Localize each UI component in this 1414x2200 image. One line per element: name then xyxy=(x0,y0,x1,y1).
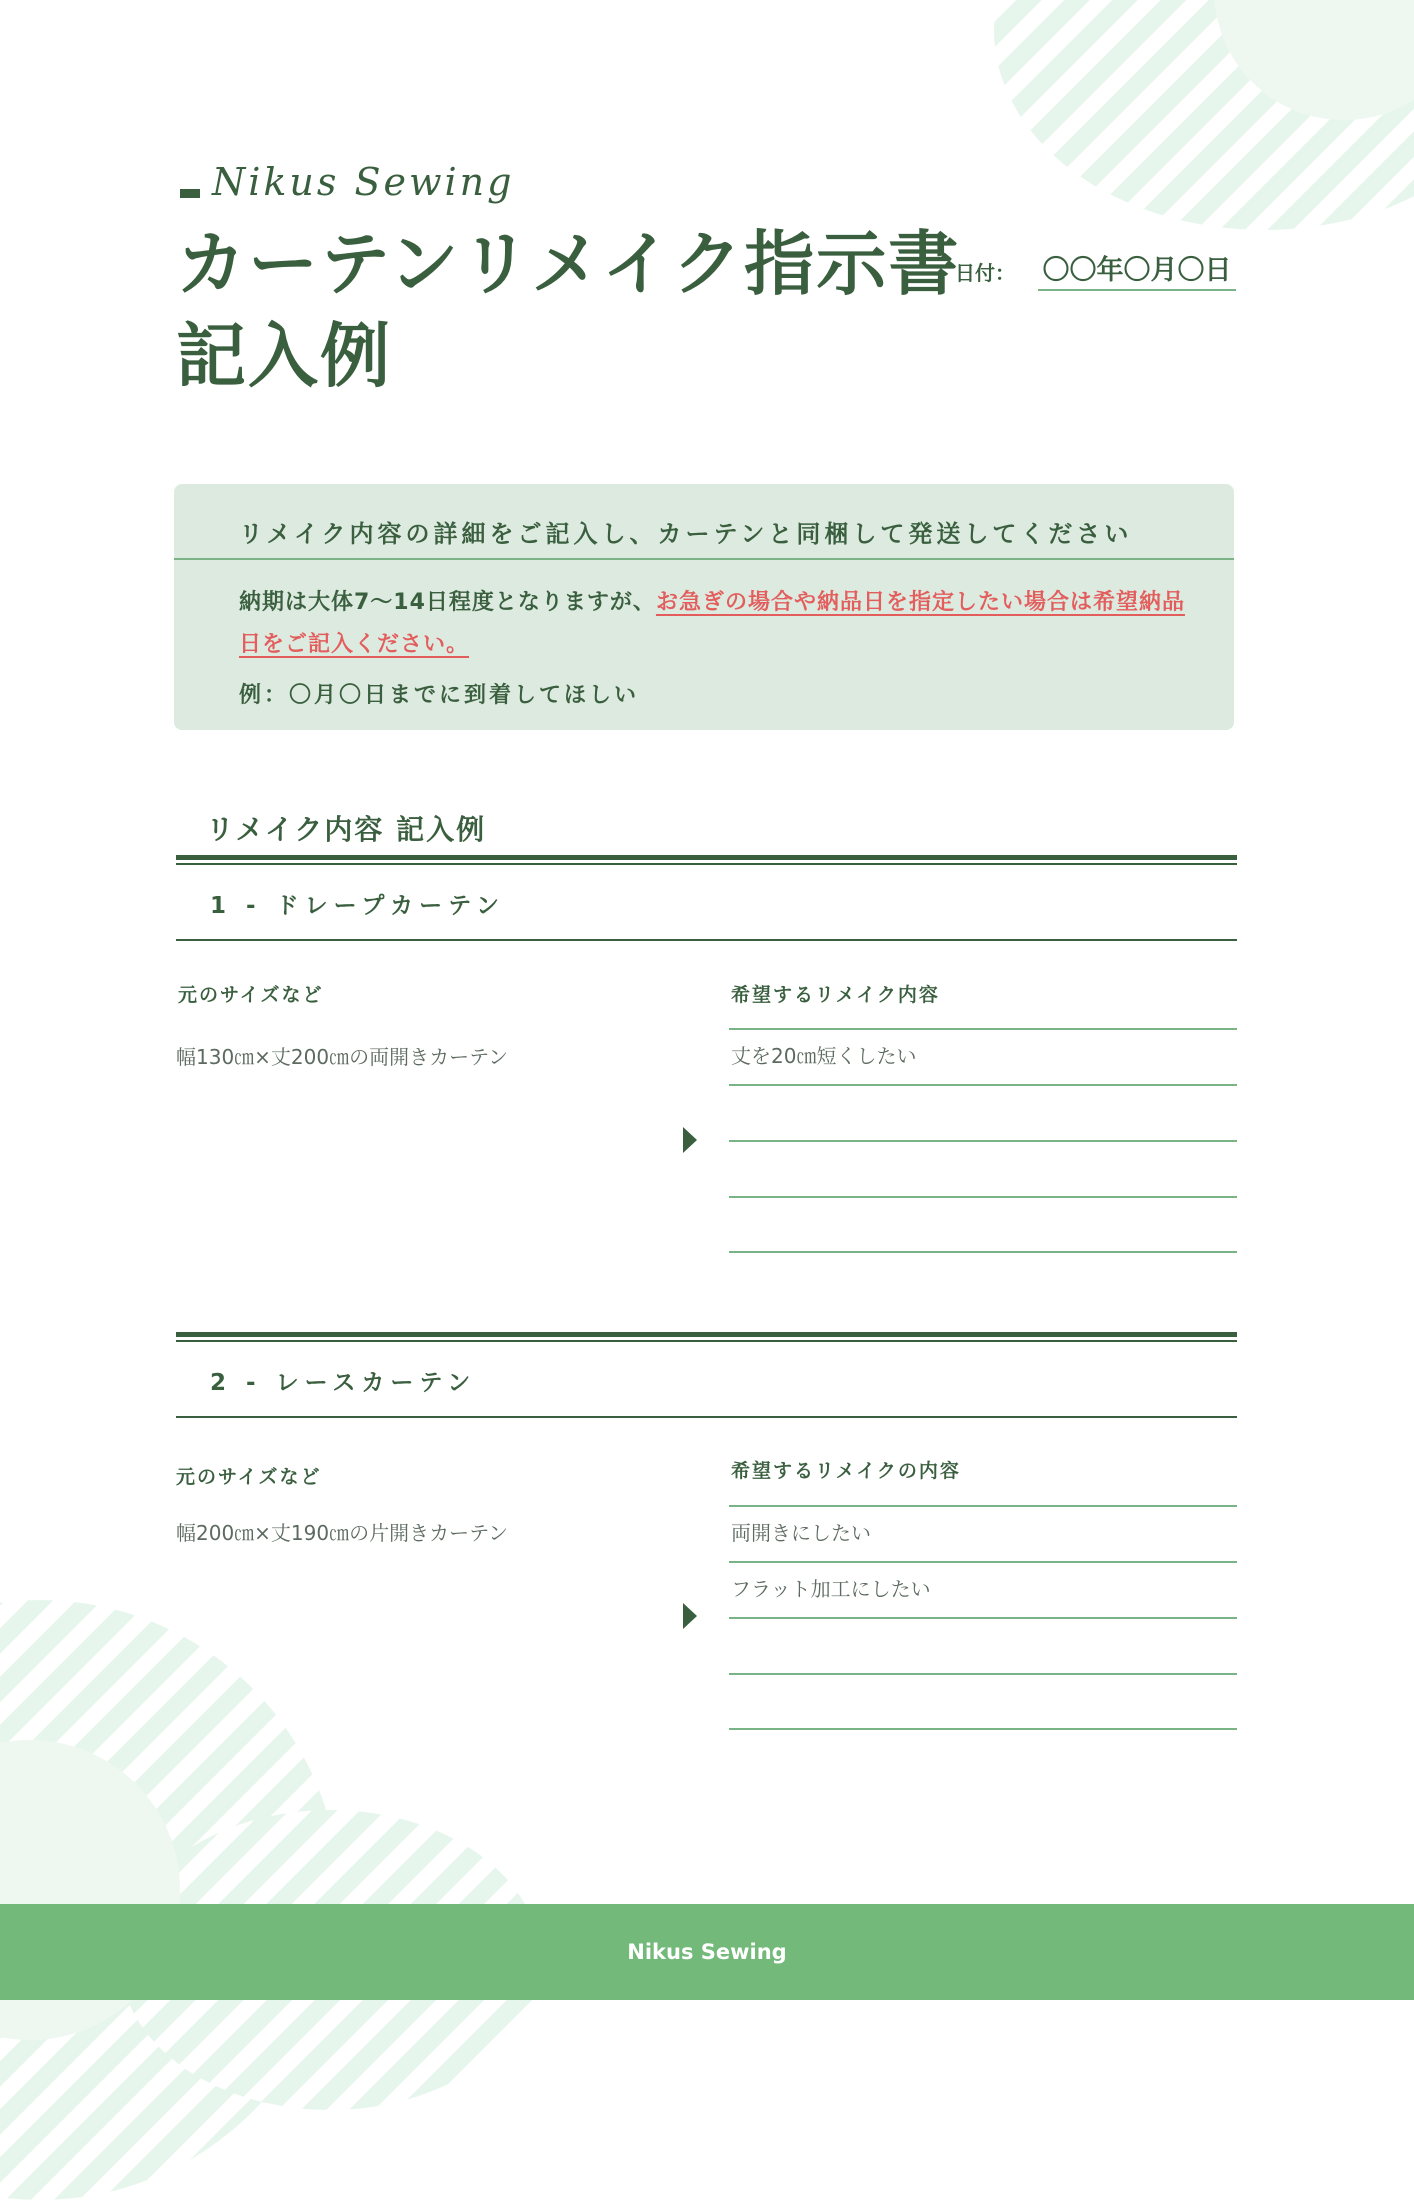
footer-brand: Nikus Sewing xyxy=(627,1940,787,1964)
notice-body xyxy=(239,582,1199,666)
brand-header xyxy=(180,160,514,204)
wish-line xyxy=(729,1505,1237,1561)
brand-name: Nikus Sewing xyxy=(212,160,515,204)
item-divider xyxy=(176,939,1237,941)
wish-text: 丈を20㎝短くしたい xyxy=(731,1044,917,1068)
wish-lines xyxy=(729,1505,1237,1730)
notice-heading: リメイク内容の詳細をご記入し、カーテンと同梱して発送してください xyxy=(239,520,1133,548)
play-arrow-icon xyxy=(683,1127,697,1153)
original-text: 幅200㎝×丈190㎝の片開きカーテン xyxy=(176,1521,509,1545)
original-label: 元のサイズなど xyxy=(176,1466,322,1488)
footer-bar xyxy=(0,1904,1414,2000)
item-divider-top xyxy=(176,855,1237,865)
item-divider-top xyxy=(176,1332,1237,1342)
wish-line xyxy=(729,1617,1237,1673)
item-divider xyxy=(176,1416,1237,1418)
notice-urgent-text: お急ぎの場合や納品日を指定したい場合は希望納品日をご記入ください。 xyxy=(239,590,1185,657)
notice-example: 例：〇月〇日までに到着してほしい xyxy=(239,683,640,708)
brand-mark xyxy=(180,189,200,198)
item-title: 2 - レースカーテン xyxy=(210,1370,477,1396)
wish-line xyxy=(729,1561,1237,1617)
wish-lines xyxy=(729,1028,1237,1253)
notice-lead-time: 納期は大体7〜14日程度となりますが、 xyxy=(239,590,656,615)
wish-line xyxy=(729,1028,1237,1084)
original-label: 元のサイズなど xyxy=(178,984,324,1006)
wish-line xyxy=(729,1673,1237,1730)
original-text: 幅130㎝×丈200㎝の両開きカーテン xyxy=(176,1045,509,1069)
notice-divider xyxy=(174,558,1234,560)
document-subtitle: 記入例 xyxy=(176,315,392,397)
wish-label: 希望するリメイク内容 xyxy=(731,984,940,1006)
item-title: 1 - ドレープカーテン xyxy=(210,893,506,919)
play-arrow-icon xyxy=(683,1603,697,1629)
wish-text: 両開きにしたい xyxy=(731,1521,871,1545)
date-label: 日付： xyxy=(955,261,1015,285)
notice-panel xyxy=(174,484,1234,730)
section-title: リメイク内容 記入例 xyxy=(206,813,487,846)
document-title: カーテンリメイク指示書 xyxy=(176,223,961,305)
wish-line xyxy=(729,1084,1237,1140)
wish-label: 希望するリメイクの内容 xyxy=(731,1460,961,1482)
date-field: 〇〇年〇月〇日 xyxy=(1038,248,1236,291)
wish-line xyxy=(729,1140,1237,1196)
wish-line xyxy=(729,1196,1237,1253)
wish-text: フラット加工にしたい xyxy=(731,1577,931,1601)
